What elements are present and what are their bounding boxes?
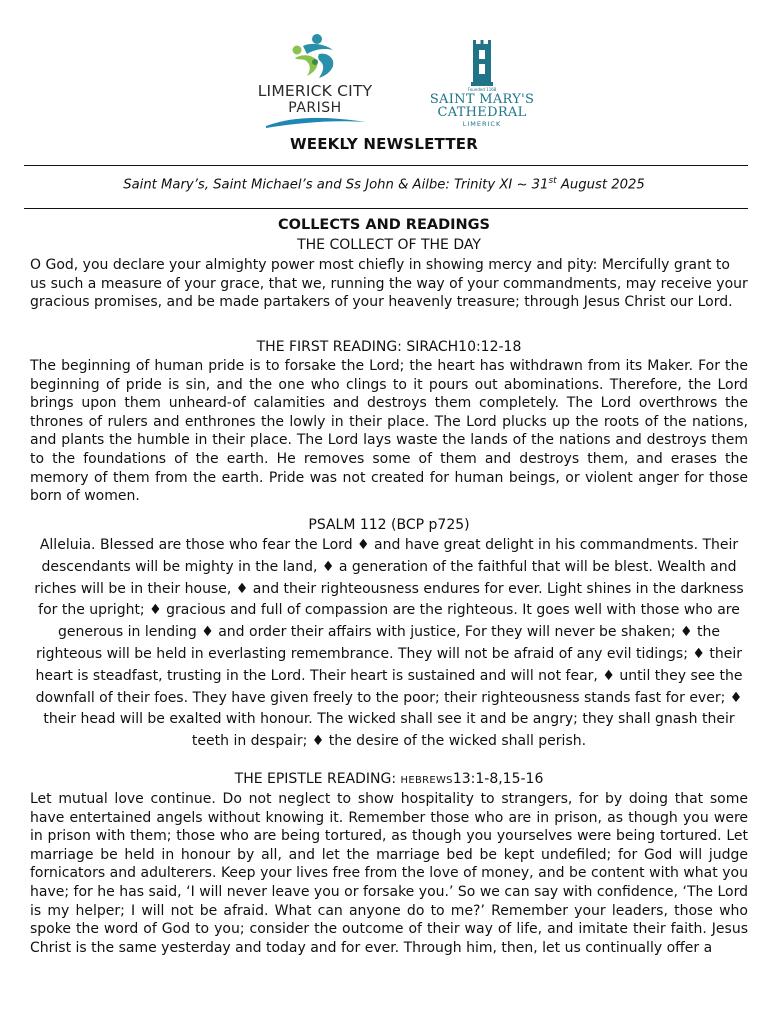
subtitle-ordinal: st bbox=[548, 176, 557, 186]
psalm-line: teeth in despair; ♦ the desire of the wicked shall perish. bbox=[191, 733, 587, 750]
header-logos bbox=[0, 28, 768, 132]
subtitle-main: Saint Mary’s, Saint Michael’s and Ss John & Ailbe: Trinity XI ~ 31 bbox=[123, 177, 549, 193]
epistle-heading-book: HEBREWS bbox=[400, 775, 453, 786]
parish-figures-icon bbox=[285, 32, 345, 80]
top-divider bbox=[24, 165, 748, 166]
first-reading-section bbox=[30, 338, 748, 506]
wave-icon bbox=[264, 116, 368, 130]
psalm-line: descendants will be mighty in the land, ♦ a generation of the faithful that will be blest. Wealth and bbox=[41, 558, 737, 575]
collect-section bbox=[30, 236, 748, 312]
psalm-line: heart is steadfast, trusting in the Lord. Their heart is sustained and will not fear, ♦ until they see the bbox=[35, 667, 743, 684]
psalm-line: riches will be in their house, ♦ and their righteousness endures for ever. Light shines in the darkness bbox=[34, 580, 744, 597]
first-reading-heading: THE FIRST READING: SIRACH10:12-18 bbox=[256, 339, 522, 355]
cathedral-founded: Founded 1168 bbox=[467, 87, 497, 92]
epistle-heading-ref: 13:1-8,15-16 bbox=[452, 771, 544, 787]
psalm-line: righteous will be held in everlasting remembrance. They will not be afraid of any evil tidings; ♦ their bbox=[35, 645, 742, 662]
newsletter-subtitle bbox=[0, 176, 768, 192]
collects-heading: COLLECTS AND READINGS bbox=[277, 217, 491, 233]
subtitle-month: August 2025 bbox=[556, 177, 645, 193]
limerick-city-parish-logo bbox=[244, 32, 386, 128]
psalm-text bbox=[30, 535, 748, 753]
epistle-heading bbox=[30, 770, 748, 790]
cathedral-logo-line1: SAINT MARY'S bbox=[429, 92, 535, 107]
epistle-heading-prefix: THE EPISTLE READING: bbox=[234, 771, 401, 787]
cathedral-tower-icon bbox=[470, 38, 494, 86]
epistle-text: Let mutual love continue. Do not neglect to show hospitality to strangers, for by doing that some have entertained angels without knowing it. Remember those who are in prison, as though you were in prison with them; those who are being tortured, as though you yourselves were being tortured. Let marriage be held in honour by all, and let the marriage bed be kept undefiled; for God will judge fornicators and adulterers. Keep your lives free from the love of money, and be content with what you have; for he has said, ‘I will never leave you or forsake you.’ So we can say with confidence, ‘The Lord is my helper; I will not be afraid. What can anyone do to me?’ Remember your leaders, those who spoke the word of God to you; consider the outcome of their way of life, and imitate their faith. Jesus Christ is the same yesterday and today and for ever. Through him, then, let us continually offer a bbox=[30, 791, 748, 956]
cathedral-logo-line3: LIMERICK bbox=[462, 120, 502, 128]
psalm-line: Alleluia. Blessed are those who fear the Lord ♦ and have great delight in his commandments. Their bbox=[39, 537, 739, 553]
collect-heading: THE COLLECT OF THE DAY bbox=[297, 237, 481, 253]
cathedral-logo-line2: CATHEDRAL bbox=[437, 105, 527, 120]
psalm-line: their head will be exalted with honour. The wicked shall see it and be angry; they shall gnash their bbox=[43, 711, 735, 728]
collect-text: O God, you declare your almighty power most chiefly in showing mercy and pity: Mercifully grant to us such a measure of your grace, that we, running the way of your commandments, may receive your gracious promises, and be made partakers of your heavenly treasure; through Jesus Christ our Lord. bbox=[30, 257, 748, 311]
epistle-section bbox=[30, 770, 748, 957]
bottom-divider bbox=[24, 208, 748, 209]
saint-marys-cathedral-logo bbox=[420, 38, 544, 130]
psalm-heading: PSALM 112 (BCP p725) bbox=[308, 517, 470, 533]
parish-logo-line1: LIMERICK CITY bbox=[257, 82, 373, 100]
psalm-section bbox=[30, 516, 748, 753]
psalm-line: generous in lending ♦ and order their affairs with justice, For they will never be shaken; ♦ the bbox=[58, 624, 720, 641]
first-reading-text: The beginning of human pride is to forsake the Lord; the heart has withdrawn from its Maker. For the beginning of pride is sin, and the one who clings to it pours out abominations. Therefore, the Lord brings upon them unheard-of calamities and destroys them completely. The Lord overthrows the thrones of rulers and enthrones the lowly in their place. The Lord plucks up the roots of the nations, and plants the humble in their place. The Lord lays waste the lands of the nations and destroys them to the foundations of the earth. He removes some of them and destroys them, and erases the memory of them from the earth. Pride was not created for human beings, or violent anger for those born of women. bbox=[30, 358, 748, 505]
parish-logo-line2: PARISH bbox=[288, 100, 342, 116]
psalm-line: downfall of their foes. They have given freely to the poor; their righteousness stands fast for ever; ♦ bbox=[35, 689, 743, 706]
psalm-line: for the upright; ♦ gracious and full of compassion are the righteous. It goes well with those who are bbox=[38, 602, 740, 619]
newsletter-title: WEEKLY NEWSLETTER bbox=[290, 135, 478, 153]
